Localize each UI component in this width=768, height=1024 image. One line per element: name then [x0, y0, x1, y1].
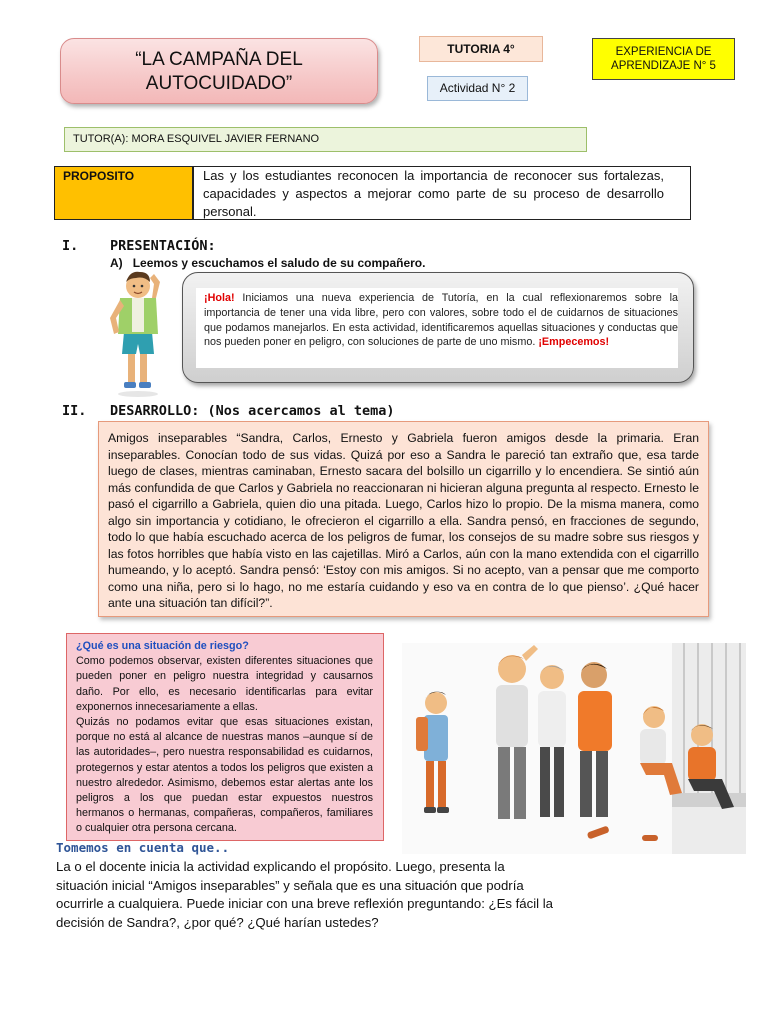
page-title: “LA CAMPAÑA DEL AUTOCUIDADO”: [60, 38, 378, 104]
riesgo-paragraph-1: Como podemos observar, existen diferentes situaciones que pueden poner en peligro nuestra integridad y causarnos daño. Por ello, es necesario identificarlas para evitar exponernos innecesariamente a ellas.: [76, 655, 373, 713]
greeting-text: [196, 288, 678, 368]
proposito-label: PROPOSITO: [54, 166, 193, 220]
closing-paragraph: La o el docente inicia la actividad explicando el propósito. Luego, presenta la situación inicial “Amigos inseparables” y señala que es una situación que podría ocurrirle a cualquiera. Puede iniciar con una breve reflexión preguntando: ¿Es fácil la decisión de Sandra?, ¿por qué? ¿Qué harían ustedes?: [56, 859, 554, 930]
scene-illustration: [402, 643, 746, 854]
tutor-bar: TUTOR(A): MORA ESQUIVEL JAVIER FERNANO: [64, 127, 587, 152]
greeting-body: Iniciamos una nueva experiencia de Tutoría, en la cual reflexionaremos sobre la importancia de tener una vida libre, pero con valores, sobre todo el de cuidarnos de situaciones que podamos manejarlos. En esta actividad, identificaremos aquellas situaciones y conductas que nos pueden poner en peligro, con soluciones de parte de uno mismo.: [204, 292, 678, 349]
story-box: Amigos inseparables “Sandra, Carlos, Ernesto y Gabriela fueron amigos desde la primaria. Eran inseparables. Conocían todo de sus vidas. Quizá por eso a Sandra le pareció tan extraño que, esa tarde luego de clases, mientras caminaban, Ernesto sacara del bolsillo un cigarrillo y lo encendiera. Se sintió aún más confundida de que Carlos y Gabriela no reaccionaran ni hicieran alguna pregunta al respecto. Ernesto le pasó el cigarrillo a Gabriela, quien dio una pitada. Luego, Carlos hizo lo propio. De la misma manera, como algo sin importancia y cotidiano, le ofrecieron el cigarrillo a ella. Sandra pensó, en fracciones de segundo, todo lo que había escuchado acerca de los peligros de fumar, los consejos de su madre sobre sus riesgos y las fotos horribles que había visto en las cajetillas. Miró a Carlos, aún con la mano extendida con el cigarrillo humeando, y lo aceptó. Sandra pensó: ‘Estoy con mis amigos. Si no acepto, van a pensar que me comporto como una niña, pero si lo hago, no me estaría cuidando y eso va en contra de lo que pienso’. ¿Qué hacer ante una situación tan difícil?”.: [98, 421, 709, 617]
section2-title: DESARROLLO: (Nos acercamos al tema): [110, 403, 395, 419]
experiencia-label: EXPERIENCIA DE APRENDIZAJE N° 5: [592, 38, 735, 80]
section1-title: PRESENTACIÓN:: [110, 238, 216, 254]
proposito-text: Las y los estudiantes reconocen la importancia de reconocer sus fortalezas, capacidades y aspectos a mejorar como parte de su proceso de desarrollo personal.: [193, 166, 691, 220]
greeting-hola: ¡Hola!: [204, 292, 235, 304]
riesgo-title: ¿Qué es una situación de riesgo?: [76, 640, 249, 652]
section1-number: I.: [62, 238, 79, 254]
section2-number: II.: [62, 403, 87, 419]
section1-sub-label: A): [110, 256, 123, 270]
tomemos-heading: Tomemos en cuenta que..: [56, 840, 230, 855]
tutoria-label: TUTORIA 4°: [419, 36, 543, 62]
greeting-empecemos: ¡Empecemos!: [538, 336, 610, 349]
waving-boy-icon: [102, 268, 174, 398]
riesgo-box: [66, 633, 384, 841]
riesgo-paragraph-2: Quizás no podamos evitar que esas situaciones existan, porque no está al alcance de nuestras manos –aunque sí de las autoridades–, pero nuestra responsabilidad es cuidarnos, protegernos y estar atentos a todos los peligros que existen a nuestro alrededor. Asimismo, debemos estar alertas ante los peligros a los que puedan estar expuestos nuestros hermanos o hermanas, compañeras, compañeros, familiares o cualquier otra persona cercana.: [76, 716, 373, 835]
section1-sub-text: Leemos y escuchamos el saludo de su compañero.: [132, 256, 426, 270]
teens-smoking-icon: [402, 643, 746, 854]
actividad-label: Actividad N° 2: [427, 76, 528, 101]
